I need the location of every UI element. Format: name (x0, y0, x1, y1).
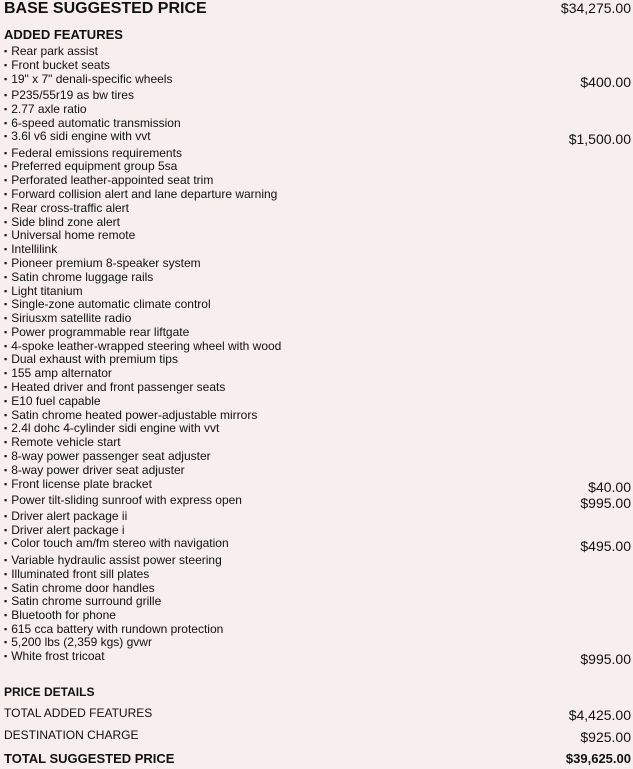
added-features-heading: ADDED FEATURES (4, 27, 123, 42)
feature-price: $40.00 (588, 479, 631, 495)
feature-item: ▪ 615 cca battery with rundown protection (4, 623, 223, 638)
price-details-heading: PRICE DETAILS (4, 685, 95, 699)
feature-price: $400.00 (580, 74, 631, 90)
feature-item: ▪ Light titanium (4, 285, 83, 300)
feature-item: ▪ Remote vehicle start (4, 436, 121, 451)
feature-item: ▪ E10 fuel capable (4, 395, 101, 410)
feature-item: ▪ Power programmable rear liftgate (4, 326, 189, 341)
feature-item: ▪ Side blind zone alert (4, 216, 120, 231)
feature-item: ▪ Dual exhaust with premium tips (4, 353, 178, 368)
base-price-value: $34,275.00 (560, 0, 631, 16)
feature-price: $995.00 (580, 495, 631, 511)
destination-label: DESTINATION CHARGE (4, 728, 139, 742)
feature-price: $1,500.00 (568, 131, 631, 147)
feature-item: ▪ Rear cross-traffic alert (4, 202, 129, 217)
feature-item: ▪ 8-way power passenger seat adjuster (4, 450, 211, 465)
base-price-label: BASE SUGGESTED PRICE (4, 0, 207, 17)
feature-item: ▪ Driver alert package ii (4, 510, 127, 525)
feature-item: ▪ Universal home remote (4, 229, 135, 244)
feature-item: ▪ 8-way power driver seat adjuster (4, 464, 185, 479)
feature-item: ▪ Intellilink (4, 243, 57, 258)
base-price-row (4, 0, 631, 18)
feature-item: ▪ Pioneer premium 8-speaker system (4, 257, 201, 272)
feature-item: ▪ Color touch am/fm stereo with navigation (4, 537, 229, 552)
feature-item: ▪ White frost tricoat (4, 650, 105, 665)
feature-item: ▪ Preferred equipment group 5sa (4, 160, 177, 175)
feature-item: ▪ Driver alert package i (4, 524, 125, 539)
feature-item: ▪ Forward collision alert and lane departure warning (4, 188, 277, 203)
feature-item: ▪ P235/55r19 as bw tires (4, 89, 134, 104)
feature-item: ▪ Front bucket seats (4, 59, 110, 74)
feature-item: ▪ Rear park assist (4, 45, 98, 60)
feature-item: ▪ 155 amp alternator (4, 367, 112, 382)
feature-item: ▪ Single-zone automatic climate control (4, 298, 211, 313)
feature-item: ▪ Heated driver and front passenger seats (4, 381, 225, 396)
feature-item: ▪ Bluetooth for phone (4, 609, 116, 624)
total-value: $39,625.00 (565, 751, 631, 766)
feature-item: ▪ Satin chrome door handles (4, 582, 155, 597)
feature-price: $495.00 (580, 538, 631, 554)
feature-item: ▪ Illuminated front sill plates (4, 568, 149, 583)
feature-item: ▪ Satin chrome heated power-adjustable mirrors (4, 409, 257, 424)
feature-item: ▪ 3.6l v6 sidi engine with vvt (4, 130, 151, 145)
feature-item: ▪ 2.77 axle ratio (4, 103, 87, 118)
feature-item: ▪ 19" x 7" denali-specific wheels (4, 73, 172, 88)
total-added-value: $4,425.00 (568, 707, 631, 723)
feature-item: ▪ 5,200 lbs (2,359 kgs) gvwr (4, 636, 152, 651)
destination-value: $925.00 (580, 729, 631, 745)
feature-item: ▪ Perforated leather-appointed seat trim (4, 174, 213, 189)
feature-item: ▪ Power tilt-sliding sunroof with express open (4, 494, 242, 509)
feature-item: ▪ Satin chrome surround grille (4, 595, 161, 610)
feature-item: ▪ Front license plate bracket (4, 478, 152, 493)
feature-item: ▪ Siriusxm satellite radio (4, 312, 131, 327)
feature-item: ▪ 6-speed automatic transmission (4, 117, 181, 132)
feature-item: ▪ Variable hydraulic assist power steering (4, 554, 222, 569)
total-label: TOTAL SUGGESTED PRICE (4, 751, 175, 766)
feature-price: $995.00 (580, 651, 631, 667)
feature-item: ▪ 2.4l dohc 4-cylinder sidi engine with vvt (4, 422, 219, 437)
total-added-label: TOTAL ADDED FEATURES (4, 706, 153, 720)
feature-item: ▪ Federal emissions requirements (4, 147, 182, 162)
feature-item: ▪ 4-spoke leather-wrapped steering wheel with wood (4, 340, 281, 355)
feature-item: ▪ Satin chrome luggage rails (4, 271, 153, 286)
